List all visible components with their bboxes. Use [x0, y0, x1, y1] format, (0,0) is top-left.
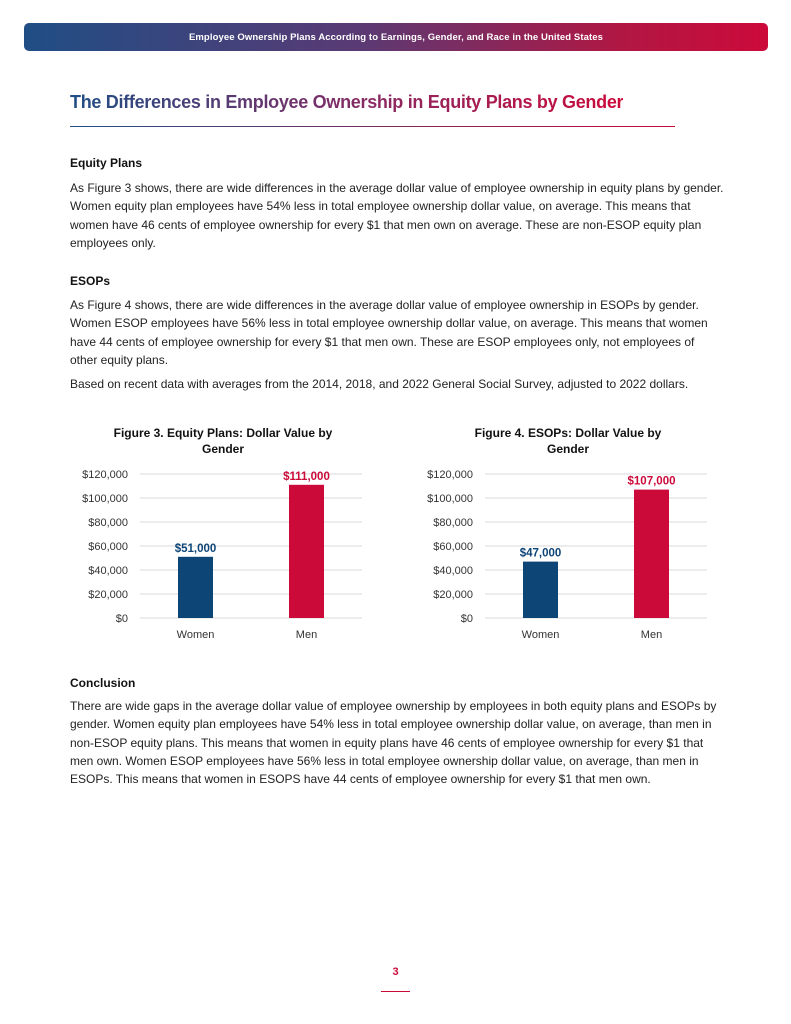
data-source-note: Based on recent data with averages from the 2014, 2018, and 2022 General Social Survey, adjusted to 2022 dollars.: [70, 377, 689, 391]
y-tick-label: $120,000: [82, 469, 128, 481]
y-tick-label: $0: [460, 613, 473, 625]
chart-title-line: Gender: [546, 441, 589, 456]
conclusion-heading: Conclusion: [70, 676, 136, 690]
page-number: 3: [392, 966, 399, 978]
y-tick-label: $20,000: [433, 589, 473, 601]
page-number-rule: [381, 991, 410, 992]
y-tick-label: $80,000: [88, 517, 128, 529]
figure-3-chart: [68, 426, 378, 666]
title-divider: [70, 126, 675, 127]
data-label: $51,000: [174, 542, 217, 555]
y-tick-label: $40,000: [88, 565, 128, 577]
header-banner: [24, 23, 768, 51]
bar-women: [523, 562, 558, 618]
conclusion-paragraph: There are wide gaps in the average dollar value of employee ownership by employees in both equity plans and ESOPs by gender. Women equity plan employees have 54% less in total employee ownership dollar value, on average, than men in non-ESOP equity plans. This means that women in equity plans have 46 cents of employee ownership for every $1 that men own. Women ESOP employees have 56% less in total employee ownership dollar value, on average, than men in ESOPs. This means that women in ESOPS have 44 cents of employee ownership for every $1 that men own.: [70, 699, 717, 787]
figure-3-plot: [68, 426, 378, 666]
y-tick-label: $0: [115, 613, 128, 625]
x-tick-label: Women: [176, 629, 215, 641]
esops-heading: ESOPs: [70, 274, 111, 288]
equity-heading: Equity Plans: [70, 156, 143, 170]
figure-4-chart: [413, 426, 723, 666]
y-tick-label: $80,000: [433, 517, 473, 529]
equity-paragraph: As Figure 3 shows, there are wide differences in the average dollar value of employee ownership in equity plans by gender. Women equity plan employees have 54% less in total employee ownership dollar value, on average. This means that women have 46 cents of employee ownership for every $1 that men own on average. These are non-ESOP equity plan employees only.: [70, 181, 724, 250]
bar-men: [289, 485, 324, 618]
figure-4-plot: [413, 426, 723, 666]
bar-men: [634, 490, 669, 618]
data-label: $47,000: [519, 547, 562, 560]
y-tick-label: $20,000: [88, 589, 128, 601]
x-tick-label: Men: [640, 629, 663, 641]
chart-title-line: Figure 4. ESOPs: Dollar Value by: [474, 426, 662, 440]
x-tick-label: Women: [521, 629, 560, 641]
data-label: $107,000: [627, 475, 676, 488]
y-tick-label: $100,000: [82, 493, 128, 505]
x-tick-label: Men: [295, 629, 318, 641]
y-tick-label: $60,000: [88, 541, 128, 553]
y-tick-label: $100,000: [427, 493, 473, 505]
esops-paragraph: As Figure 4 shows, there are wide differences in the average dollar value of employee ownership in ESOPs by gender. Women ESOP employees have 56% less in total employee ownership dollar value, on average. This means that women have 44 cents of employee ownership for every $1 that men own. These are ESOP employees only, not employees of other equity plans.: [70, 298, 708, 367]
banner-text: Employee Ownership Plans According to Earnings, Gender, and Race in the United States: [188, 31, 604, 43]
data-label: $111,000: [283, 470, 330, 483]
y-tick-label: $120,000: [427, 469, 473, 481]
section-title: The Differences in Employee Ownership in Equity Plans by Gender: [70, 92, 624, 112]
chart-title-line: Gender: [201, 441, 244, 456]
bar-women: [178, 557, 213, 618]
y-tick-label: $60,000: [433, 541, 473, 553]
chart-title-line: Figure 3. Equity Plans: Dollar Value by: [113, 426, 333, 440]
y-tick-label: $40,000: [433, 565, 473, 577]
